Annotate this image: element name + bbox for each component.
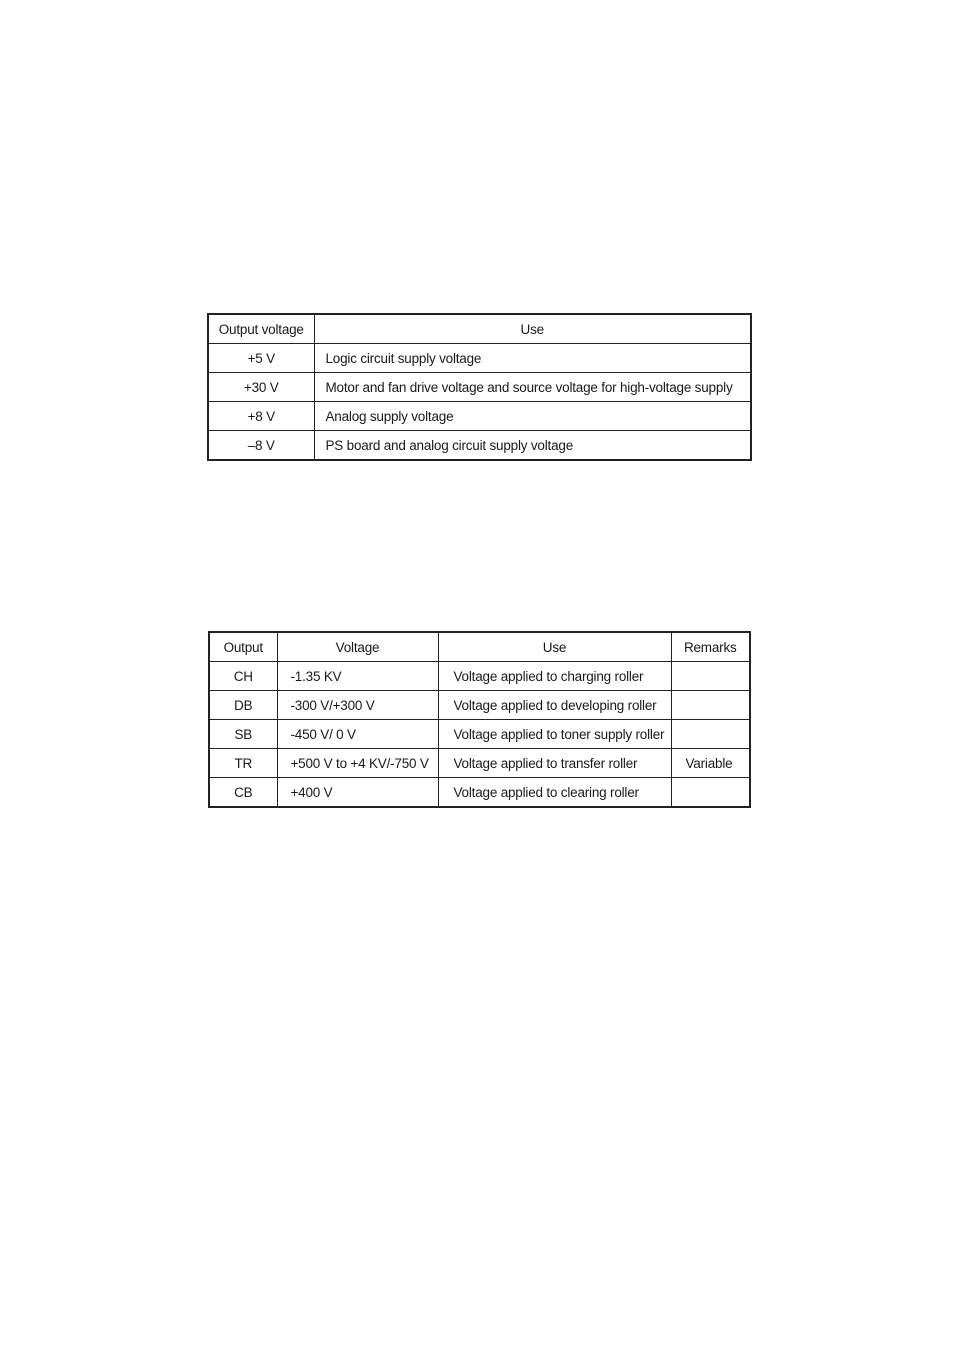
output-cell: SB (209, 720, 277, 749)
header-remarks: Remarks (671, 632, 750, 662)
use-cell: Voltage applied to transfer roller (438, 749, 671, 778)
remarks-cell (671, 691, 750, 720)
table-row (209, 720, 750, 749)
output-cell: CB (209, 778, 277, 808)
table-header-row (209, 632, 750, 662)
use-cell: Analog supply voltage (314, 402, 751, 431)
voltage-cell: -450 V/ 0 V (277, 720, 438, 749)
table-row (209, 778, 750, 808)
voltage-cell: +30 V (208, 373, 314, 402)
voltage-cell: -300 V/+300 V (277, 691, 438, 720)
use-cell: Voltage applied to charging roller (438, 662, 671, 691)
use-cell: PS board and analog circuit supply voltage (314, 431, 751, 461)
output-cell: DB (209, 691, 277, 720)
table-row (209, 749, 750, 778)
remarks-cell (671, 662, 750, 691)
use-cell: Voltage applied to developing roller (438, 691, 671, 720)
voltage-cell: +500 V to +4 KV/-750 V (277, 749, 438, 778)
remarks-cell (671, 778, 750, 808)
remarks-cell (671, 720, 750, 749)
header-output-voltage: Output voltage (208, 314, 314, 344)
header-use: Use (438, 632, 671, 662)
table-row (209, 691, 750, 720)
output-cell: CH (209, 662, 277, 691)
use-cell: Voltage applied to toner supply roller (438, 720, 671, 749)
table-row (208, 373, 751, 402)
table-row (208, 402, 751, 431)
use-cell: Logic circuit supply voltage (314, 344, 751, 373)
voltage-cell: +8 V (208, 402, 314, 431)
header-output: Output (209, 632, 277, 662)
header-use: Use (314, 314, 751, 344)
table-row (208, 344, 751, 373)
voltage-cell: –8 V (208, 431, 314, 461)
use-cell: Motor and fan drive voltage and source voltage for high-voltage supply (314, 373, 751, 402)
voltage-cell: -1.35 KV (277, 662, 438, 691)
table-row (209, 662, 750, 691)
use-cell: Voltage applied to clearing roller (438, 778, 671, 808)
voltage-cell: +400 V (277, 778, 438, 808)
table-header-row (208, 314, 751, 344)
header-voltage: Voltage (277, 632, 438, 662)
table-row (208, 431, 751, 461)
voltage-cell: +5 V (208, 344, 314, 373)
output-voltage-table (207, 313, 752, 461)
high-voltage-output-table (208, 631, 751, 808)
remarks-cell: Variable (671, 749, 750, 778)
output-cell: TR (209, 749, 277, 778)
